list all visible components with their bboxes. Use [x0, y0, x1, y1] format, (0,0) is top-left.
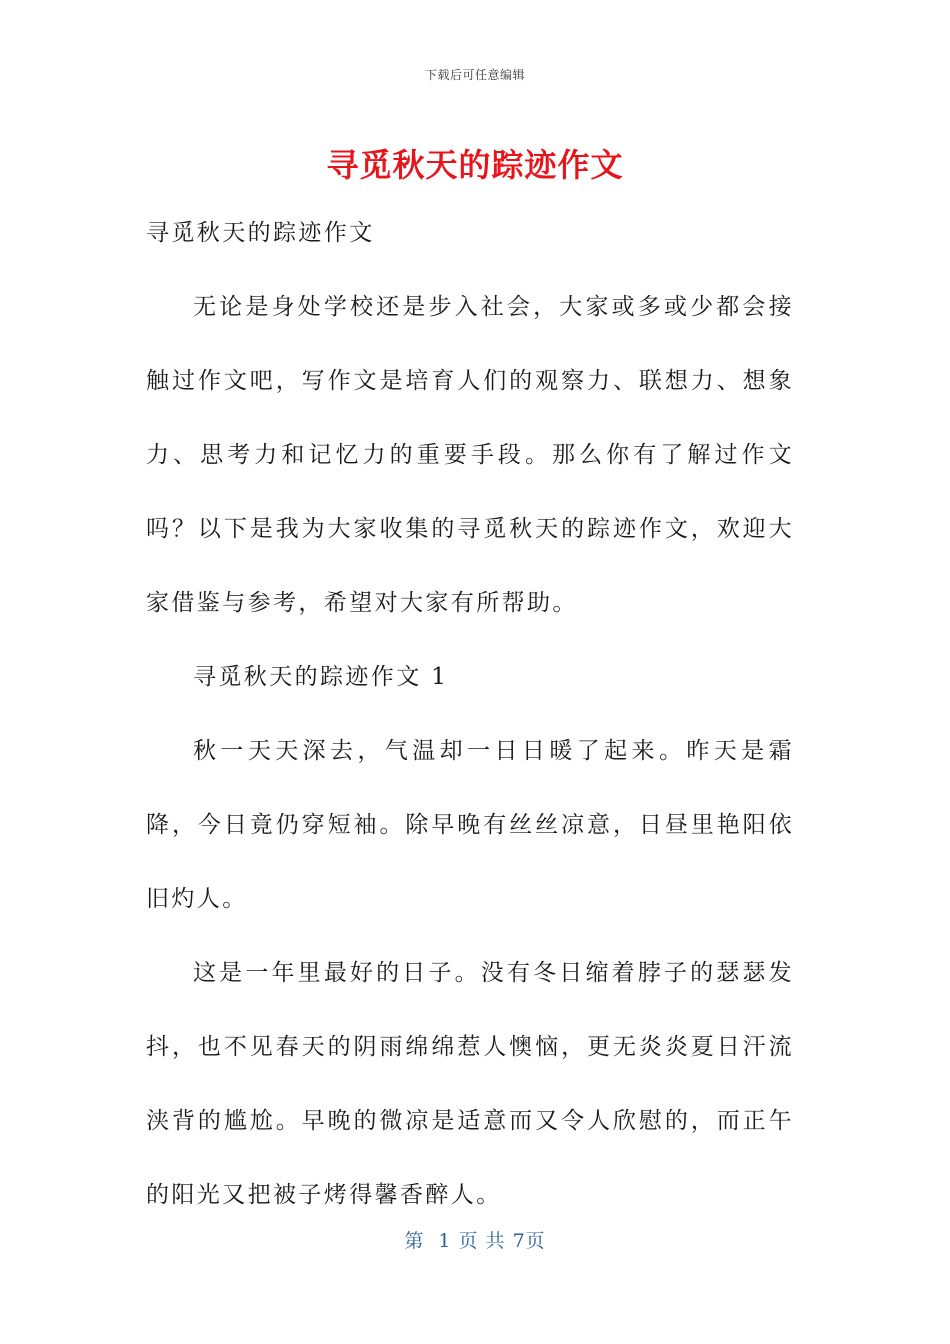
section-heading: 寻觅秋天的踪迹作文 1: [193, 664, 449, 690]
body-paragraph-1: 秋一天天深去，气温却一日日暖了起来。昨天是霜降，今日竟仍穿短袖。除早晚有丝丝凉意，日昼里艳阳依旧灼人。: [146, 738, 794, 912]
document-body: [146, 196, 794, 1232]
page-indicator: 第 1 页 共 7页: [404, 1230, 546, 1252]
document-title: 寻觅秋天的踪迹作文: [326, 146, 624, 184]
header-note: 下载后可任意编辑: [424, 68, 525, 82]
body-paragraph-2: 这是一年里最好的日子。没有冬日缩着脖子的瑟瑟发抖，也不见春天的阴雨绵绵惹人懊恼，更无炎炎夏日汗流浃背的尴尬。早晚的微凉是适意而又令人欣慰的，而正午的阳光又把被子烤得馨香醉人。: [146, 960, 794, 1208]
intro-paragraph: 无论是身处学校还是步入社会，大家或多或少都会接触过作文吧，写作文是培育人们的观察力、联想力、想象力、思考力和记忆力的重要手段。那么你有了解过作文吗？以下是我为大家收集的寻觅秋天的踪迹作文，欢迎大家借鉴与参考，希望对大家有所帮助。: [146, 294, 794, 616]
subtitle: 寻觅秋天的踪迹作文: [146, 220, 375, 246]
